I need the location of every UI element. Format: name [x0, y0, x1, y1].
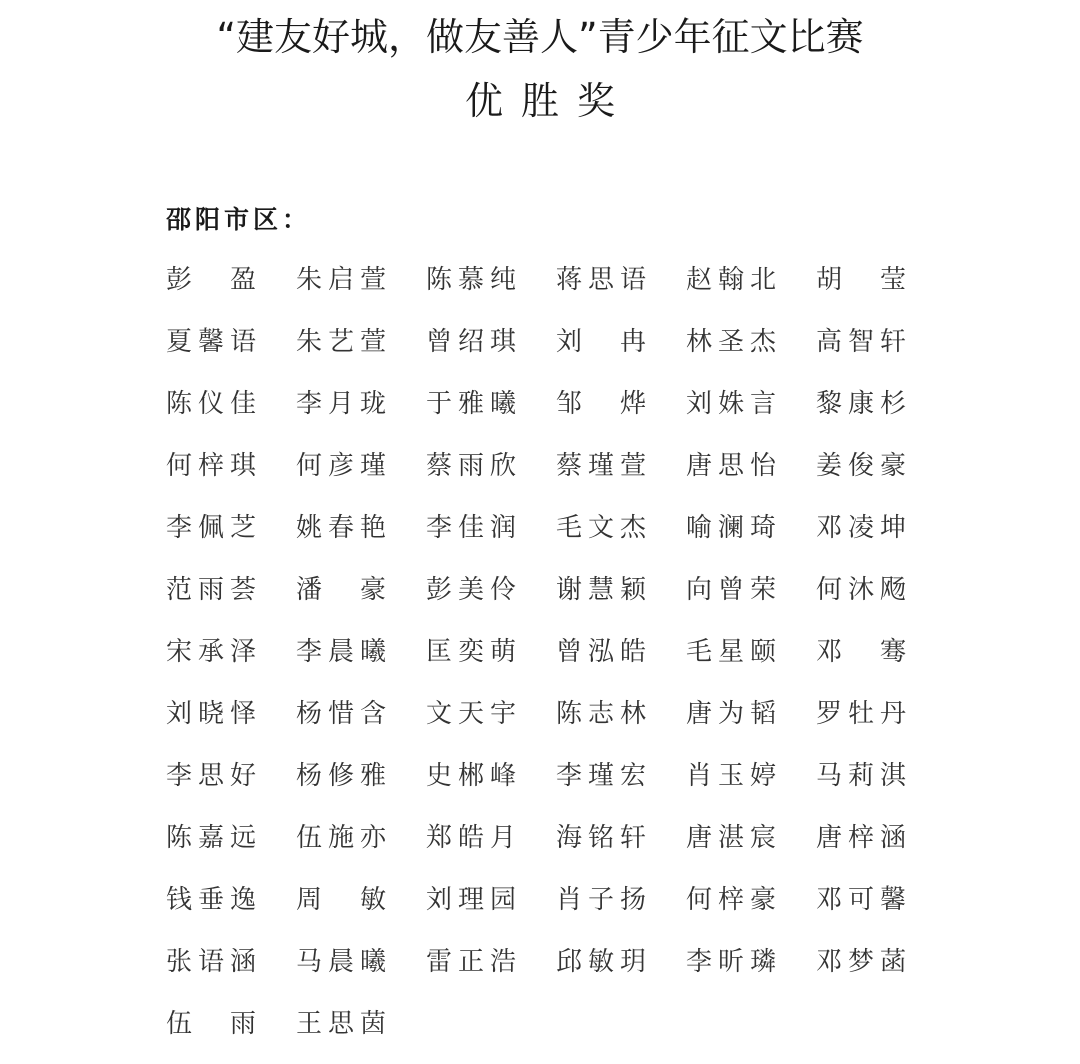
name-entry: 匡 奕 萌: [426, 637, 516, 667]
name-entry: 蒋 思 语: [556, 265, 646, 295]
name-entry: 向 曾 荣: [686, 575, 776, 605]
name-entry: 李 月 珑: [296, 389, 386, 419]
name-entry: 海 铭 轩: [556, 823, 646, 853]
name-entry: 文 天 宇: [426, 699, 516, 729]
name-entry: 罗 牡 丹: [816, 699, 906, 729]
name-entry: 王 思 茵: [296, 1009, 386, 1039]
name-entry: 蔡 雨 欣: [426, 451, 516, 481]
name-entry: 赵 翰 北: [686, 265, 776, 295]
names-grid: [166, 258, 946, 1064]
name-entry: 于 雅 曦: [426, 389, 516, 419]
name-entry: 彭 美 伶: [426, 575, 516, 605]
name-entry: 毛 星 颐: [686, 637, 776, 667]
name-entry: 肖 玉 婷: [686, 761, 776, 791]
name-entry: 范 雨 荟: [166, 575, 256, 605]
name-entry: 邓 梦 菡: [816, 947, 906, 977]
name-entry: 高 智 轩: [816, 327, 906, 357]
name-entry: 林 圣 杰: [686, 327, 776, 357]
name-entry: 李 瑾 宏: [556, 761, 646, 791]
award-title: 优胜奖: [464, 79, 633, 123]
name-entry: 周 敏: [296, 885, 386, 915]
name-entry: 曾 绍 琪: [426, 327, 516, 357]
name-entry: 陈 志 林: [556, 699, 646, 729]
name-entry: 姜 俊 豪: [816, 451, 906, 481]
name-entry: 刘 晓 怿: [166, 699, 256, 729]
name-entry: 何 梓 琪: [166, 451, 256, 481]
name-entry: 刘 理 园: [426, 885, 516, 915]
name-entry: 刘 姝 言: [686, 389, 776, 419]
name-entry: 肖 子 扬: [556, 885, 646, 915]
name-entry: 蔡 瑾 萱: [556, 451, 646, 481]
name-entry: 何 彦 瑾: [296, 451, 386, 481]
name-entry: 伍 施 亦: [296, 823, 386, 853]
name-entry: 喻 澜 琦: [686, 513, 776, 543]
name-entry: 潘 豪: [296, 575, 386, 605]
name-entry: 杨 惜 含: [296, 699, 386, 729]
name-entry: 马 莉 淇: [816, 761, 906, 791]
name-entry: 唐 思 怡: [686, 451, 776, 481]
page-title: “建友好城，做友善人”青少年征文比赛: [216, 15, 864, 59]
name-entry: 李 昕 璘: [686, 947, 776, 977]
name-entry: 邓 骞: [816, 637, 906, 667]
name-entry: 胡 莹: [816, 265, 906, 295]
name-entry: 李 佳 润: [426, 513, 516, 543]
name-entry: 李 佩 芝: [166, 513, 256, 543]
name-entry: 何 沐 飏: [816, 575, 906, 605]
name-entry: 曾 泓 皓: [556, 637, 646, 667]
name-entry: 张 语 涵: [166, 947, 256, 977]
name-entry: 陈 慕 纯: [426, 265, 516, 295]
name-entry: 郑 皓 月: [426, 823, 516, 853]
name-entry: 陈 仪 佳: [166, 389, 256, 419]
name-entry: 朱 启 萱: [296, 265, 386, 295]
name-entry: 夏 馨 语: [166, 327, 256, 357]
name-entry: 伍 雨: [166, 1009, 256, 1039]
name-entry: 毛 文 杰: [556, 513, 646, 543]
name-entry: 黎 康 杉: [816, 389, 906, 419]
name-entry: 钱 垂 逸: [166, 885, 256, 915]
name-entry: 李 晨 曦: [296, 637, 386, 667]
name-entry: 邱 敏 玥: [556, 947, 646, 977]
name-entry: 朱 艺 萱: [296, 327, 386, 357]
name-entry: 何 梓 豪: [686, 885, 776, 915]
name-entry: 唐 湛 宸: [686, 823, 776, 853]
name-entry: 雷 正 浩: [426, 947, 516, 977]
name-entry: 彭 盈: [166, 265, 256, 295]
name-entry: 李 思 好: [166, 761, 256, 791]
name-entry: 唐 梓 涵: [816, 823, 906, 853]
name-entry: 谢 慧 颖: [556, 575, 646, 605]
name-entry: 杨 修 雅: [296, 761, 386, 791]
name-entry: 姚 春 艳: [296, 513, 386, 543]
name-entry: 陈 嘉 远: [166, 823, 256, 853]
name-entry: 唐 为 韬: [686, 699, 776, 729]
section-label: 邵阳市区：: [166, 205, 312, 234]
name-entry: 邓 可 馨: [816, 885, 906, 915]
name-entry: 史 郴 峰: [426, 761, 516, 791]
name-entry: 邓 凌 坤: [816, 513, 906, 543]
name-entry: 马 晨 曦: [296, 947, 386, 977]
name-entry: 邹 烨: [556, 389, 646, 419]
name-entry: 宋 承 泽: [166, 637, 256, 667]
name-entry: 刘 冉: [556, 327, 646, 357]
